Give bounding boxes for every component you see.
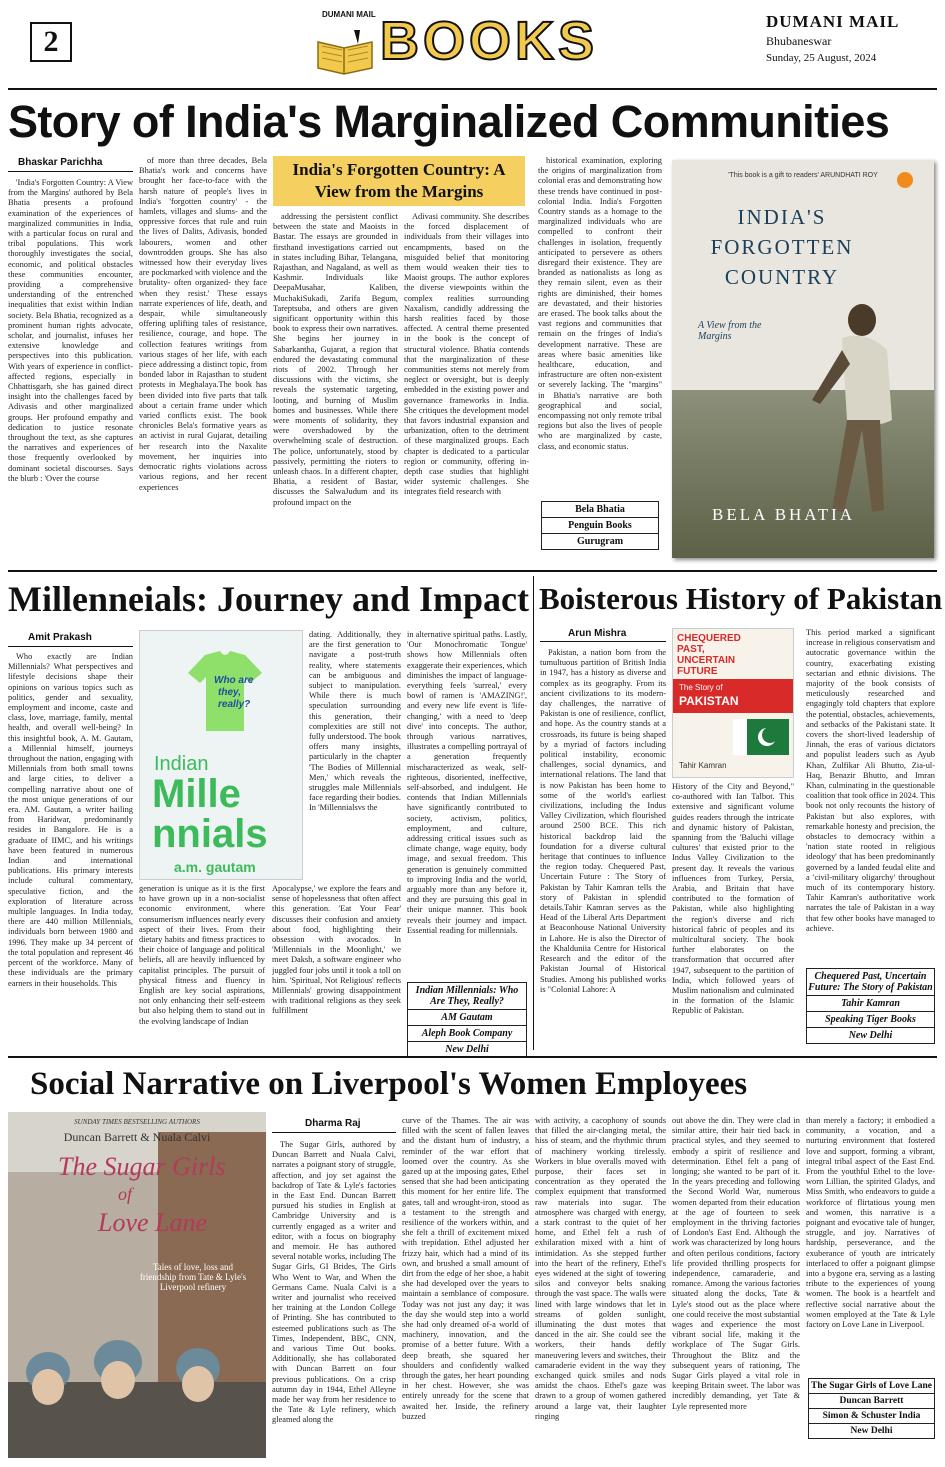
flag-icon: [733, 719, 789, 755]
article1-headline: Story of India's Marginalized Communities: [8, 96, 890, 147]
byline-rule: [540, 641, 666, 642]
paper-name: DUMANI MAIL: [766, 12, 900, 31]
info-city: New Delhi: [408, 1041, 526, 1057]
article4-book-cover: [8, 1112, 266, 1458]
article2-col3: Apocalypse,' we explore the fears and sense of hopelessness that often affect this generation. 'Eat Your Fear' discusses their confusion and anxiety about food, highlighting their obsession with avocados. In 'Millennials in the Moonlight,' we meet Daksh, a software engineer who juggled four jobs until it took a toll on him. 'Spiritual, Not Religious' reflects Millennials' growing disappointment with traditional religions as they seek fulfillment: [272, 884, 401, 1016]
info-author: Duncan Barrett: [809, 1393, 934, 1408]
books-logo: [310, 2, 610, 86]
article2-col2b: generation is unique as it is the first to have grown up in a non-socialist economic environment, where consumerism influences nearly every aspect of their lives. From their dietary habits and fitness practices to their choice of language and political beliefs, all are heavily influenced by capitalist principles. The pursuit of physical fitness and fluency in English are key social aspirations, not only enhancing their self-esteem but also helping them to stand out in the evolving landscape of Indian: [139, 884, 265, 1026]
info-city: New Delhi: [807, 1027, 934, 1043]
section-title: BOOKS: [380, 11, 599, 71]
info-title: The Sugar Girls of Love Lane: [811, 1381, 932, 1391]
cover-author: BELA BHATIA: [712, 505, 856, 524]
info-author: Bela Bhatia: [575, 504, 625, 515]
article3-info-box: [806, 968, 935, 1044]
article1-info-box: [541, 501, 659, 550]
article1-book-cover: [672, 160, 934, 558]
cover-question-2: they,: [218, 687, 241, 698]
cover-question-1: Who are: [214, 675, 254, 686]
article3-byline: Arun Mishra: [568, 628, 627, 639]
article1-byline: Bhaskar Parichha: [18, 157, 103, 168]
article1-col5: historical examination, exploring the origins of marginalization from colonial eras and demonstrating how these trends have continued in post-colonial India. India's Forgotten Country stands as a homage to the marginalized individuals who are compelled to confront their challenges in isolation, frequently anticipated to persevere as others disregard their existence. They are branded as nationalists as long as they remain silent, even as their rights are diminished, their homes are devastated, and their histories are erased. The book talks about the vast regions and communities that remain on the fringes of India's development narrative. These are areas where basic amenities like healthcare, education, and infrastructure are often non-existent or severely lacking. The "margins" in Bhatia's narrative are both geographical and social, encompassing not only remote tribal regions but also the lives of people who are marginalized by caste, class, and economic status.: [538, 156, 662, 451]
article4-byline: Dharma Raj: [305, 1118, 361, 1129]
cover-authors: Duncan Barrett & Nuala Calvi: [63, 1130, 211, 1144]
article4-col5: than merely a factory; it embodied a community, a vocation, and a nurturing environment that fostered love and support, forming a vibrant, integral tribal aspect of the East End. From the youthful Ethel to the love-worn Lillian, the spirited Gladys, and Miss Smith, who endeavors to guide a workforce of flirtatious young men and women, this narrative is a poignant and evocative tale of hunger, struggle, and joy. Narratives of hardship, perseverance, and the exuberance of youth are intricately interlaced to offer a poignant glimpse into a bygone era, serving as a lasting tribute to the experiences of young women. The book is a heartfelt and reflective social narrative about the women employed at the Tate & Lyle factory on Love Lane in Liverpool.: [806, 1116, 935, 1330]
article4-col1: The Sugar Girls, authored by Duncan Barrett and Nuala Calvi, narrates a poignant story of struggle, affection, and joy set against the backdrop of Tate & Lyle's factories in the East End. Duncan Barrett pursued his studies in English at Cambridge University and is currently engaged as a writer and editor, with a focus on biography and memoir. He has authored several notable works, including The Sugar Girls, GI Brides, The Girls Who Went to War, and When the Germans Came. Nuala Calvi is a writer and journalist who received her training at the London College of Printing. She has contributed to esteemed publications such as The Times, Independent, BBC, CNN, and various Time Out books. Additionally, she has collaborated with Duncan Barrett on four previous publications. On a crisp autumn day in 1944, Ethel Alleyne made her way from her residence to the Tate & Lyle refinery, which gleamed along the: [272, 1140, 396, 1425]
cover-question-3: really?: [218, 699, 251, 710]
city: Bhubaneswar: [766, 34, 832, 48]
article3-book-cover: [672, 628, 794, 778]
cover-top-label: SUNDAY TIMES BESTSELLING AUTHORS: [74, 1118, 200, 1126]
cover-title-3: Love Lane: [98, 1208, 208, 1237]
cover-women: [8, 1312, 266, 1458]
info-title: Indian Millennials: Who Are They, Really?: [415, 985, 519, 1007]
cover-author: a.m. gautam: [174, 859, 256, 875]
byline-rule: [272, 1132, 396, 1133]
masthead: [0, 0, 945, 90]
book-icon: [314, 28, 376, 78]
article3-headline: Boisterous History of Pakistan: [539, 581, 943, 616]
info-publisher: Simon & Schuster India: [809, 1408, 934, 1423]
byline-rule: [8, 646, 133, 647]
section-rule-1: [8, 570, 937, 572]
article1-col3: addressing the persistent conflict between the state and Maoists in Bastar. The essays are grounded in firsthand investigations carried out in states including Bihar, Telangana, Rajasthan, and Nagaland, as well as Kashmir. Individuals like DeepaMusahar, Kaliben, MuchakiSukadi, Zarifa Begum, Tareptsuba, and others are given significant opportunity within this book to express their own narratives. She begins her journey in Sabarkantha, Gujarat, a region that endured the devastating communal riots of 2002. Through her discussions with the victims, she reveals the systematic targeting, looting, and burning of Muslim homes and businesses. While there were moments of solidarity, they were overshadowed by the overwhelming scale of destruction. The police, unfortunately, stood by passively, permitting the rioters to unleash chaos. In a different chapter, Bhatia, a resident of Bastar, discusses the SalwaJudum and its profound impact on the: [273, 212, 398, 507]
article2-headline: Millenneials: Journey and Impact: [8, 579, 530, 619]
article2-col1: Who exactly are Indian Millennials? What perspectives and lifestyle decisions shape their opinions on various topics such as politics, gender and sexuality, employment and income, caste and class, love, marriage, family, mental health, and overall well-being? In this insightful book, A. M. Gautam, a Millennial himself, journeys throughout the nation, engaging with Millennials from both small towns and large cities, to deliver a compelling narrative about one of the most unique generations of our era. AM. Gautam, a writer hailing from Haridwar, predominantly resides in Bangalore. He is a graduate of IIMC, and his writings have been featured in numerous Indian and international publications. His primary interests include cultural commentary, speculative fiction, and the exploration of literature across multiple languages. In India today, there are 440 million Millennials, individuals born between 1980 and 1996. They make up 34 percent of the total population and represent 46 percent of the workforce. Many of these individuals are the primary earners in their households. This: [8, 652, 133, 988]
article2-byline: Amit Prakash: [28, 632, 92, 643]
article1-col4: Adivasi community. She describes the forced displacement of individuals from their villages into encampments, based on the misguided belief that monitoring them would weaken their ties to Maoist groups. The author explores the diverse viewpoints within the complex realities surrounding Naxalism, candidly addressing the harsh realities faced by those affected. A central theme presented in the book is the concept of structural violence. Bhatia contends that the marginalization of these communities stems not merely from neglect or oversight, but is deeply embedded in the existing power and governance frameworks in India. She critiques the development model that favors industrial expansion and urbanization, often to the detriment of these marginalized groups. Each chapter is dedicated to a particular region or community, offering in-depth case studies that highlight wider systemic challenges. She integrates field research with: [404, 212, 529, 497]
article4-col2: curve of the Thames. The air was filled with the scent of fallen leaves and the distant hum of industry, a reminder of the war effort that loomed over the country. As she gazed up at the imposing gates, Ethel sensed that she had been anticipating this moment for her entire life. The gates, tall and wrought-iron, stood as a testament to the strength and resilience of the workers within, and she felt a thrill of excitement mixed with trepidation. Ethel adjusted her frizzy hair, which had a mind of its own, and brushed a small amount of dirt from the edge of her shoe, a habit she had developed over the years to maintain a semblance of composure. Today was not just any day; it was the day she would step into a world she had only dreamed of-a world of machinery, innovation, and the promise of a better future. With a deep breath, she squared her shoulders and confidently walked through the gates, her heart pounding in her chest. However, she was entirely unready for the scene that awaited her. Inside, the refinery buzzed: [402, 1116, 529, 1421]
info-city: New Delhi: [809, 1423, 934, 1438]
cover-word-nnials: nnials: [152, 812, 268, 856]
cover-title-2: of: [118, 1184, 133, 1204]
info-publisher: Penguin Books: [542, 517, 658, 533]
article3-col1: Pakistan, a nation born from the tumultuous partition of British India in 1947, has a history as diverse and complex as its geography. From its ancient civilizations to its modern-day challenges, the narrative of Pakistan is one of resilience, conflict, and hope. As the country stands at a crossroads, its future is being shaped by a myriad of factors including political instability, economic challenges, social dynamics, and international relations. The land that is now Pakistan has been home to some of the world's earliest civilizations, including the Indus Valley Civilization, which flourished around 2500 BCE. This rich historical backdrop laid the foundation for a diverse cultural heritage that continues to influence the region today. Chequered Past, Uncertain Future : The Story of Pakistan by Tahir Kamran tells the story of Pakistan in splendid details.Tahir Kamran serves as the Head of the Liberal Arts Department at Beaconhouse National University in Lahore. He is also the Director of the Khalduniia Centre for Historical Research and the editor of the Pakistan Journal of Historical Studies. Among his published works is "Colonial Lahore: A: [540, 648, 666, 994]
masthead-rule: [8, 88, 937, 90]
cover-sub2: PAKISTAN: [679, 694, 739, 708]
cover-quote: 'This book is a gift to readers' ARUNDHATI ROY: [728, 172, 878, 179]
page-number: 2: [30, 22, 72, 62]
section-rule-2: [8, 1056, 937, 1058]
cover-subtitle: A View from the Margins: [698, 320, 762, 342]
info-city: Gurugram: [542, 533, 658, 549]
article3-col3: This period marked a significant increase in religious conservatism and autocratic governance within the country, exacerbating existing sectarian and ethnic divisions. The majority of the book consists of meticulously researched and engagingly told chapters that explore the potential, obstacles, achievements, and setbacks of the Pakistani state. It covers the short-lived leadership of Jinnah, the eras of various dictators and populist leaders such as Ayub Khan, Zulfikar Ali Bhutto, Zia-ul-Haq, Benazir Bhutto, and Imran Khan, culminating in the questionable coalition that took office in 2024. This book not only recounts the history of Pakistan but also explores, with remarkable honesty and precision, the obstacles to democracy within a 'nation state rooted in religious ideology' that has been predominantly governed by a landed feudal elite and a 'civil-military oligarchy' throughout much of its contemporary history. Tahir Kamran's authoritative work narrates the tale of Pakistan in a way that few other books have managed to achieve.: [806, 628, 935, 933]
column-divider: [533, 576, 534, 1050]
cover-word-indian: Indian: [154, 753, 209, 775]
issue-date: Sunday, 25 August, 2024: [766, 52, 877, 64]
article3-col2: History of the City and Beyond," co-authored with Ian Talbot. This extensive and significant volume guides readers through the intricate and dynamic history of Pakistan, spanning from the 'Baluchi village cultures' that existed prior to the Indus Valley Civilization to the present day. It reveals the various influences from Turkey, Persia, Arabia, and Britain that have contributed to the formation of Pakistan, while also highlighting the region's diverse and rich historical fabric of peoples and its multicultural society. The book further elaborates on the transformation that occurred after 1947, subsequent to the partition of India, which followed years of Muslim nationalism and culminated in the formation of the Islamic Republic of Pakistan.: [672, 782, 794, 1016]
info-publisher: Aleph Book Company: [408, 1025, 526, 1041]
article1-pullquote: India's Forgotten Country: A View from the Margins: [273, 156, 525, 206]
article4-info-box: [808, 1378, 935, 1439]
info-title: Chequered Past, Uncertain Future: The Story of Pakistan: [808, 971, 933, 993]
info-publisher: Speaking Tiger Books: [807, 1011, 934, 1027]
logo-small-label: DUMANI MAIL: [322, 10, 376, 19]
article1-col2: of more than three decades, Bela Bhatia's work and concerns have brought her face-to-face with the harsh nature of people's lives in India's 'forgotten country' - the hamlets, villages and slums- and the oppressive forces that rule and ruin the lives of Dalits, Adivasis, bonded labourers, women and other downtrodden groups. She has also witnessed how their everyday lives are pockmarked with violence and the brutality- often organized- they face when they resist.' These essays narrate experiences of life, death, and despair, while simultaneously offering uplifting tales of resistance, resilience, courage, and hope. The collection features writings from various stages of her life, with each piece addressing a distinct topic, from bonded labor in Rajasthan to student protests in Meghalaya.The book has been divided into five parts that talk about a certain frame under which varied conflicts exist. The book chronicles Bela's formative years as an activist in rural Gujarat, detailing her research into the Naxalite movement, her inquiries into democratic rights violations across various regions, and her recent experiences: [139, 156, 267, 492]
article1-col1: 'India's Forgotten Country: A View from the Margins' authored by Bela Bhatia presents a profound examination of the experiences of marginalized communities in India, with a particular focus on rural and tribal populations. This work thoroughly investigates the social, economic, and political obstacles these communities encounter, providing a comprehensive understanding of the entrenched inequalities that exist within Indian society. Bela Bhatia, recognized as a prominent human rights advocate, scholar, and journalist, infuses her extensive knowledge and perspectives into this publication. With years of experience in conflict-affected regions, especially in Chhattisgarh, she has gained direct insight into the challenges faced by Adivasis and other marginalized groups. Her profound empathy and dedication to justice resonate throughout the text, as she captures the narratives and experiences of those frequently overlooked by dominant societal discourses. Says the blurb : 'Over the course: [8, 178, 133, 483]
cover-title: CHEQUERED PAST, UNCERTAIN FUTURE: [677, 633, 741, 677]
article4-col3: with activity, a cacophony of sounds that filled the air-clanging metal, the hiss of steam, and the rhythmic thrum of machinery working tirelessly. Workers in blue overalls moved with purpose, their faces set in concentration as they operated the complex equipment that transformed raw materials into sugar. The atmosphere was charged with energy, a stark contrast to the quiet of her home, and Ethel felt a rush of exhilaration mixed with a hint of intimidation. As she stepped further into the heart of the refinery, Ethel's eyes widened at the sight of towering silos and conveyor belts snaking through the vast space. The walls were lined with large windows that let in streams of golden sunlight, illuminating the dust motes that danced in the air. She could see the workers, their hands deftly maneuvering levers and switches, their camaraderie evident in the way they exchanged quick smiles and nods amidst the chaos. Ethel's gaze was drawn to a group of women gathered around a large vat, their laughter ringing: [535, 1116, 666, 1421]
article2-col4: in alternative spiritual paths. Lastly, 'Our Monochromatic Tongue' shows how Millennials often exaggerate their experiences, which diminishes the impact of language-everything feels 'surreal,' every bowl of ramen is 'AMAZING!', and every new life event is 'life-changing,' with a need to 'deep dive' into concepts. The author, through various narratives, illustrates a compelling portrayal of a generation frequently mischaracterized as weak, self-righteous, disoriented, ineffective, self-absorbed, and indulgent. He contends that Indian Millennials have significantly contributed to society, activism, politics, employment, and culture, addressing critical issues such as climate change, wage equity, body image, and sexual freedom. This generation is genuinely committed to improving India and the world, arguably more than any before it, and they are pursuing this goal in their unique manner. This book reveals their journey and impact. Essential reading for millennials.: [407, 630, 527, 935]
cover-author: Tahir Kamran: [679, 761, 727, 770]
cover-word-mille: Mille: [152, 772, 241, 816]
article2-info-box: [407, 982, 527, 1058]
cover-figure: [792, 280, 922, 530]
cover-sub1: The Story of: [679, 683, 723, 692]
cover-title-1: The Sugar Girls: [58, 1152, 226, 1181]
info-author: AM Gautam: [408, 1009, 526, 1025]
byline-rule: [8, 171, 133, 172]
cover-title: INDIA'S FORGOTTEN COUNTRY: [710, 205, 854, 289]
penguin-logo: [897, 172, 913, 188]
article4-headline: Social Narrative on Liverpool's Women Employees: [30, 1066, 748, 1102]
article2-col2a: dating. Additionally, they are the first generation to navigate a post-truth reality, where statements can be ambiguous and subject to manipulation. While there is much speculation surrounding this generation, their complexities are still not fully understood. The book offers many insights, particularly in the chapter 'The Bodies of Millennial Men,' which reveals the struggles male Millennials face regarding their bodies. In 'Millennialsvs the: [309, 630, 401, 813]
article4-col4: out above the din. They were clad in similar attire, their hair tied back in practical styles, and they seemed to embody a spirit of resilience and determination. Ethel felt a pang of longing; she wanted to be part of it. In the years preceding and following the Second World War, numerous women departed from their education at the age of fourteen to seek employment in the thriving factories of London's East End. Although the work was characterized by long hours and often perilous conditions, factory life provided thrilling prospects for independence, camaraderie, and romance. Among the various factories situated along the docks, Tate & Lyle's stood out as the place where one could receive the most substantial wages and experience the most vibrant social life, making it the workplace of The Sugar Girls. Throughout the Blitz and the subsequent years of rationing, The Sugar Girls played a vital role in keeping Britain sweet. The labor was incredibly demanding, yet Tate & Lyle represented more: [672, 1116, 800, 1411]
cover-tagline: Tales of love, loss and friendship from Tate & Lyle's Liverpool refinery: [139, 1262, 247, 1292]
article2-book-cover: [139, 630, 303, 880]
info-author: Tahir Kamran: [807, 995, 934, 1011]
